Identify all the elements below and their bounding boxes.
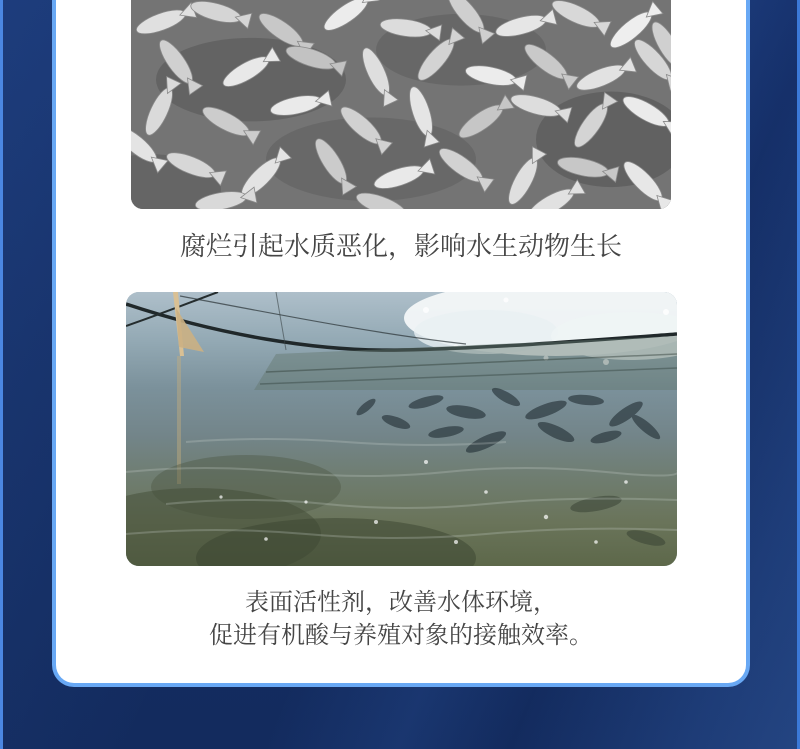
photo2-caption: [56, 587, 746, 653]
dead-fish-illustration: [131, 0, 671, 209]
left-edge-highlight: [0, 0, 3, 749]
caption-line-2: 促进有机酸与养殖对象的接触效率。: [209, 623, 593, 649]
photo1-caption: 腐烂引起水质恶化，影响水生动物生长: [179, 232, 622, 261]
dead-fish-photo: [131, 0, 671, 209]
caption-line-1: 表面活性剂，改善水体环境，: [245, 590, 557, 616]
pond-photo: [126, 292, 677, 566]
pond-illustration: [126, 292, 677, 566]
content-card: [52, 0, 750, 687]
